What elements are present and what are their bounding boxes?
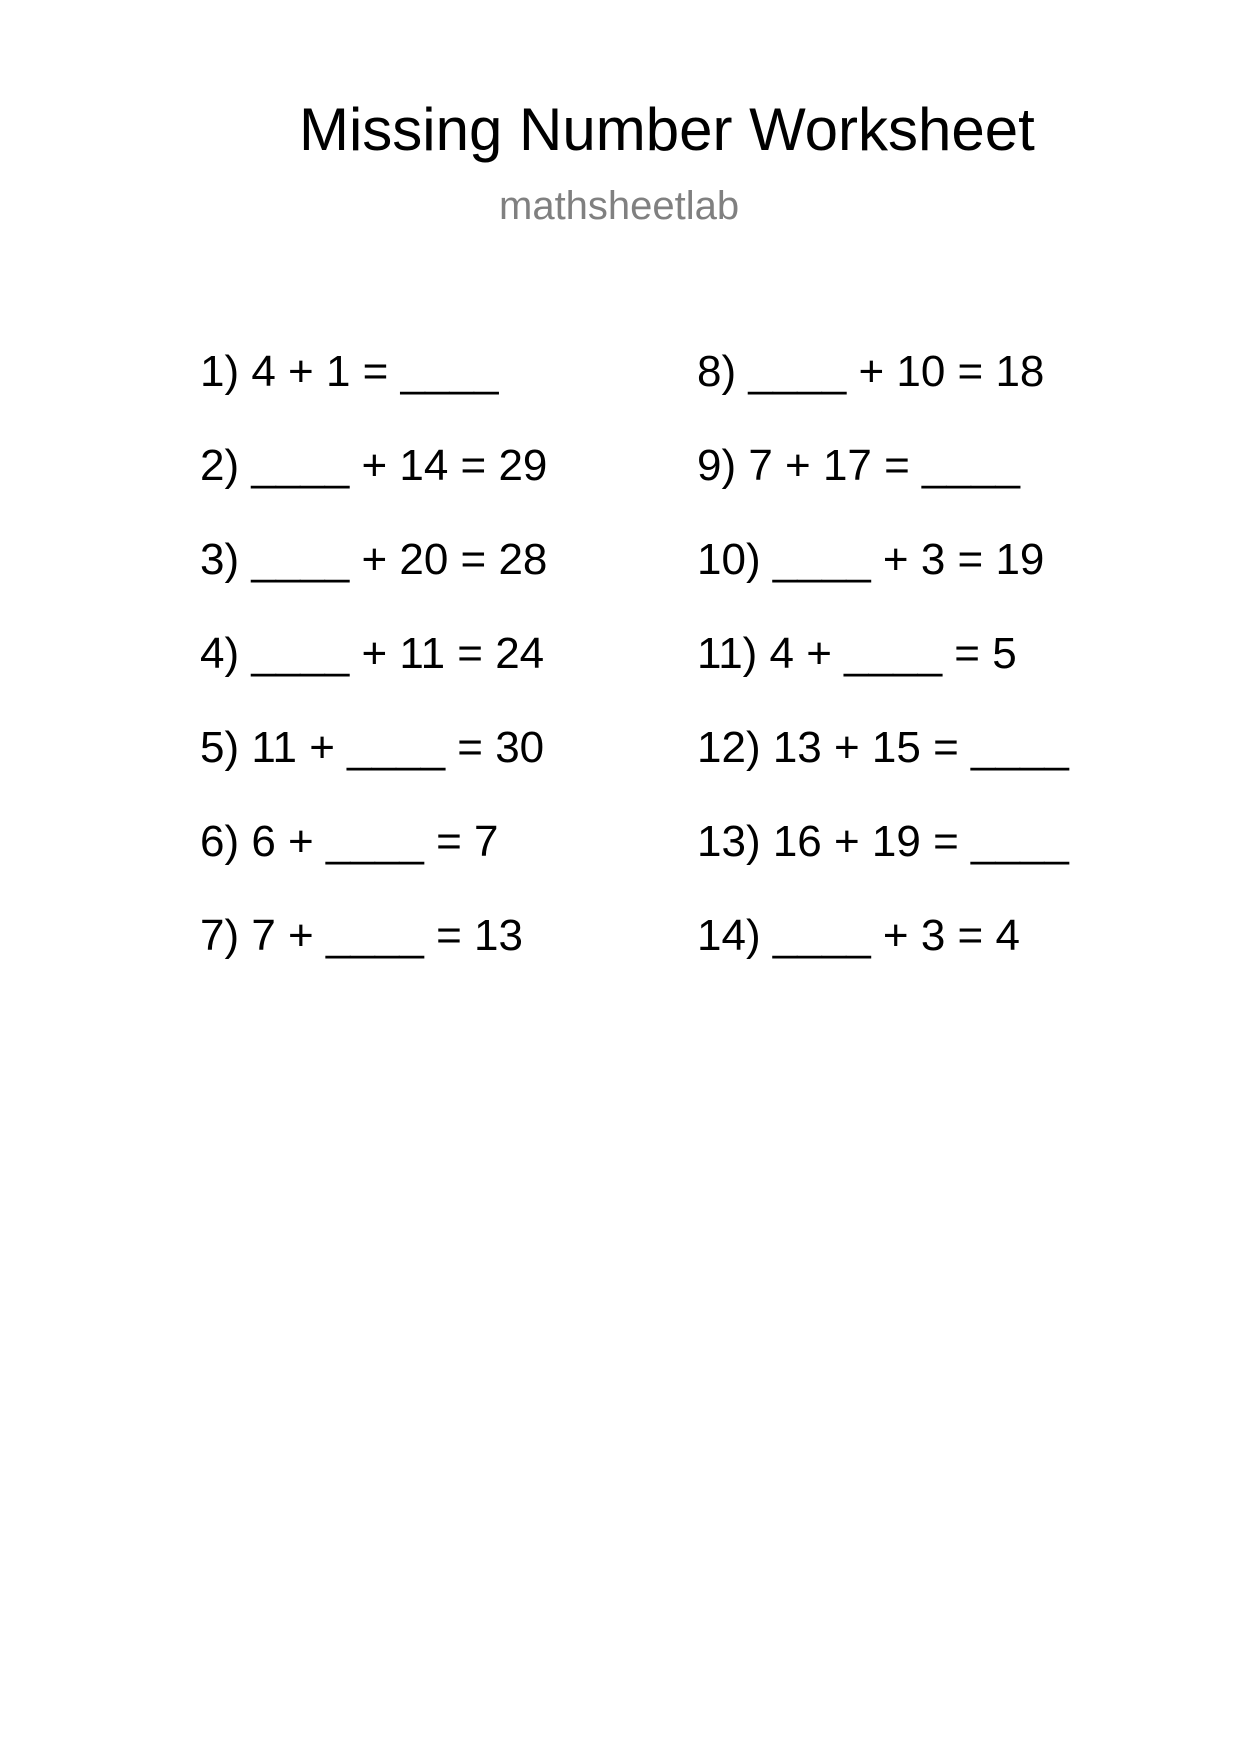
problem-6: 6) 6 + ____ = 7 [200, 817, 499, 866]
problem-7: 7) 7 + ____ = 13 [200, 911, 523, 960]
problem-5: 5) 11 + ____ = 30 [200, 723, 545, 772]
problem-14: 14) ____ + 3 = 4 [697, 911, 1020, 960]
problem-9: 9) 7 + 17 = ____ [697, 441, 1020, 490]
problem-12: 12) 13 + 15 = ____ [697, 723, 1069, 772]
problem-13: 13) 16 + 19 = ____ [697, 817, 1069, 866]
problem-3: 3) ____ + 20 = 28 [200, 535, 548, 584]
problem-8: 8) ____ + 10 = 18 [697, 347, 1045, 396]
left-problem-column [200, 345, 547, 1003]
problem-1: 1) 4 + 1 = ____ [200, 347, 499, 396]
problem-2: 2) ____ + 14 = 29 [200, 441, 548, 490]
problem-11: 11) 4 + ____ = 5 [697, 629, 1017, 678]
right-problem-column [697, 345, 1069, 1003]
problem-4: 4) ____ + 11 = 24 [200, 629, 545, 678]
worksheet-subtitle: mathsheetlab [499, 184, 740, 228]
problem-10: 10) ____ + 3 = 19 [697, 535, 1045, 584]
worksheet-title: Missing Number Worksheet [299, 96, 1035, 163]
